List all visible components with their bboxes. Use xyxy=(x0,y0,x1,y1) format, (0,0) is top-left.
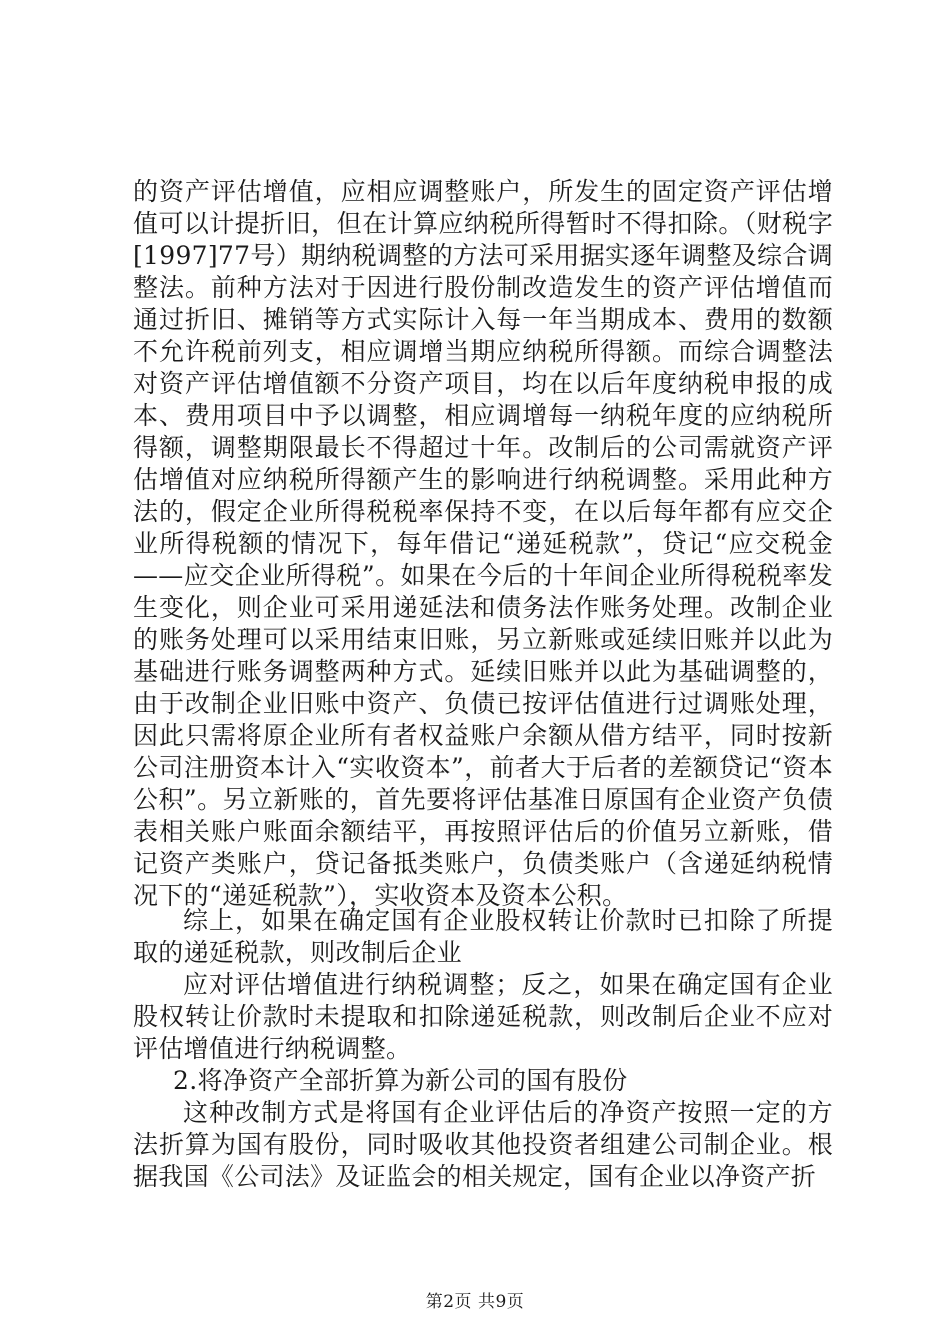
body-paragraph-conclusion: 应对评估增值进行纳税调整；反之，如果在确定国有企业股权转让价款时未提取和扣除递延税款，则改制后企业不应对评估增值进行纳税调整。 xyxy=(133,970,833,1063)
body-paragraph-summary: 综上，如果在确定国有企业股权转让价款时已扣除了所提取的递延税款，则改制后企业 xyxy=(133,906,833,967)
body-paragraph-tax-adjustment: 的资产评估增值，应相应调整账户，所发生的固定资产评估增值可以计提折旧，但在计算应纳税所得暂时不得扣除。（财税字[1997]77号）期纳税调整的方法可采用据实逐年调整及综合调整法。前种方法对于因进行股份制改造发生的资产评估增值而通过折旧、摊销等方式实际计入每一年当期成本、费用的数额不允许税前列支，相应调增当期应纳税所得额。而综合调整法对资产评估增值额不分资产项目，均在以后年度纳税申报的成本、费用项目中予以调整，相应调增每一纳税年度的应纳税所得额，调整期限最长不得超过十年。改制后的公司需就资产评估增值对应纳税所得额产生的影响进行纳税调整。采用此种方法的，假定企业所得税税率保持不变，在以后每年都有应交企业所得税额的情况下，每年借记“递延税款”，贷记“应交税金——应交企业所得税”。如果在今后的十年间企业所得税税率发生变化，则企业可采用递延法和债务法作账务处理。改制企业的账务处理可以采用结束旧账，另立新账或延续旧账并以此为基础进行账务调整两种方式。延续旧账并以此为基础调整的，由于改制企业旧账中资产、负债已按评估值进行过调账处理，因此只需将原企业所有者权益账户余额从借方结平，同时按新公司注册资本计入“实收资本”，前者大于后者的差额贷记“资本公积”。另立新账的，首先要将评估基准日原国有企业资产负债表相关账户账面余额结平，再按照评估后的价值另立新账，借记资产类账户，贷记备抵类账户，负债类账户（含递延纳税情况下的“递延税款”），实收资本及资本公积。 xyxy=(133,177,833,910)
body-paragraph-net-assets: 这种改制方式是将国有企业评估后的净资产按照一定的方法折算为国有股份，同时吸收其他投资者组建公司制企业。根据我国《公司法》及证监会的相关规定，国有企业以净资产折 xyxy=(133,1098,833,1191)
section-heading: 2.将净资产全部折算为新公司的国有股份 xyxy=(173,1066,628,1095)
page-number-footer: 第2页 共9页 xyxy=(425,1292,525,1312)
